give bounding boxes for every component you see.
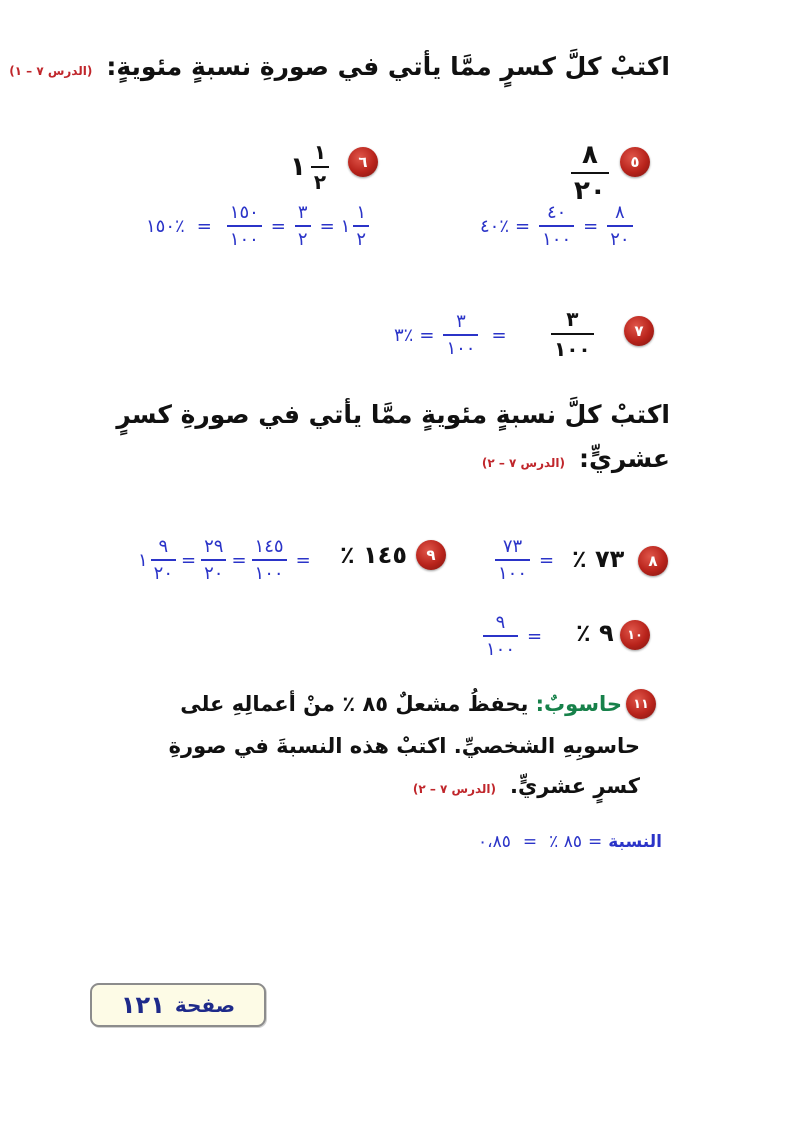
- problem-5-badge: ٥: [620, 147, 650, 177]
- problem-5-fraction: $\frac{٨}{٢٠}$: [571, 140, 609, 206]
- p6-frac-3: $\frac{١٥٠}{١٠٠}$: [227, 202, 262, 250]
- section1-lesson-ref: (الدرس ٧ – ١): [9, 64, 93, 78]
- p6-result: ١٥٠٪: [146, 215, 185, 237]
- problem-8-percent: ٧٣ ٪: [572, 545, 625, 573]
- problem-10-solution: $\frac{٩}{١٠٠}$ =: [480, 612, 548, 660]
- problem-9-badge: ٩: [416, 540, 446, 570]
- problem-11-line1: حاسوبٌ: يحفظُ مشعلٌ ٨٥ ٪ منْ أعمالِهِ على: [180, 692, 622, 716]
- p6-whole: ١: [340, 215, 351, 237]
- problem-7-badge: ٧: [624, 316, 654, 346]
- p5-frac-2: $\frac{٤٠}{١٠٠}$: [539, 202, 574, 250]
- problem-11-label: حاسوبٌ:: [535, 692, 622, 716]
- problem-6-badge: ٦: [348, 147, 378, 177]
- p5-result: ٤٠٪: [480, 215, 510, 237]
- p9-frac-1: $\frac{١٤٥}{١٠٠}$: [252, 536, 287, 584]
- p11-value2: ٠،٨٥: [478, 832, 511, 852]
- section1-heading: اكتبْ كلَّ كسرٍ ممَّا يأتي في صورةِ نسبةٍ مئويةٍ:: [106, 52, 670, 81]
- problem-6-fraction: $\frac{١}{٢}$: [311, 140, 329, 194]
- p9-frac-2: $\frac{٢٩}{٢٠}$: [201, 536, 226, 584]
- p11-answer-label: النسبة: [608, 832, 662, 852]
- problem-5-solution: ٤٠٪ = $\frac{٤٠}{١٠٠}$ = $\frac{٨}{٢٠}$: [480, 202, 636, 250]
- section2-lesson-ref: (الدرس ٧ – ٢): [481, 456, 566, 470]
- problem-11-badge: ١١: [626, 689, 656, 719]
- p6-frac-2: $\frac{٣}{٢}$: [295, 202, 311, 250]
- problem-8-solution: $\frac{٧٣}{١٠٠}$ =: [492, 536, 560, 584]
- problem-11-answer: ٠،٨٥ = ٨٥ ٪ = النسبة: [478, 832, 662, 852]
- p9-whole: ١: [138, 549, 148, 571]
- problem-6-whole: ١: [290, 152, 306, 182]
- page-label: صفحة: [174, 993, 236, 1017]
- problem-11-line2: حاسوبِهِ الشخصيِّ. اكتبْ هذه النسبةَ في صورةِ: [168, 734, 640, 758]
- p9-frac-3: $\frac{٩}{٢٠}$: [151, 536, 176, 584]
- problem-7-solution: ٣٪ = $\frac{٣}{١٠٠}$ =: [394, 311, 507, 359]
- problem-7-fraction: $\frac{٣}{١٠٠}$: [551, 307, 594, 361]
- problem-9-percent: ١٤٥ ٪: [340, 541, 407, 569]
- problem-11-line3: كسرٍ عشريٍّ. (الدرس ٧ – ٢): [413, 766, 640, 809]
- p10-frac-1: $\frac{٩}{١٠٠}$: [483, 612, 518, 660]
- problem-9-solution: ١ $\frac{٩}{٢٠}$ = $\frac{٢٩}{٢٠}$ = $\frac{١٤٥}{١٠٠}$ =: [138, 536, 311, 584]
- problem-5-expression: [568, 140, 612, 206]
- p5-frac-1: $\frac{٨}{٢٠}$: [607, 202, 632, 250]
- section2-heading-line1: اكتبْ كلَّ نسبةٍ مئويةٍ ممَّا يأتي في صورةِ كسرٍ: [116, 400, 670, 429]
- problem-8-badge: ٨: [638, 546, 668, 576]
- problem-7-expression: [548, 307, 597, 361]
- section1-heading-row: [9, 52, 670, 81]
- problem-6-expression: [290, 140, 332, 194]
- problem-10-badge: ١٠: [620, 620, 650, 650]
- p7-result: ٣٪: [394, 324, 414, 346]
- page-number-box: [90, 983, 266, 1027]
- p11-value1: ٨٥ ٪: [549, 832, 582, 852]
- p6-frac-1: $\frac{١}{٢}$: [353, 202, 369, 250]
- problem-10-percent: ٩ ٪: [576, 619, 614, 647]
- p8-frac-1: $\frac{٧٣}{١٠٠}$: [495, 536, 530, 584]
- page-number: ١٢١: [120, 991, 165, 1019]
- section2-heading-line2: عشريٍّ: (الدرس ٧ – ٢): [481, 444, 670, 473]
- problem-11-lesson-ref: (الدرس ٧ – ٢): [412, 782, 497, 796]
- p7-frac-1: $\frac{٣}{١٠٠}$: [443, 311, 478, 359]
- problem-6-solution: ١٥٠٪ = $\frac{١٥٠}{١٠٠}$ = $\frac{٣}{٢}$ = ١ $\frac{١}{٢}$: [146, 202, 372, 250]
